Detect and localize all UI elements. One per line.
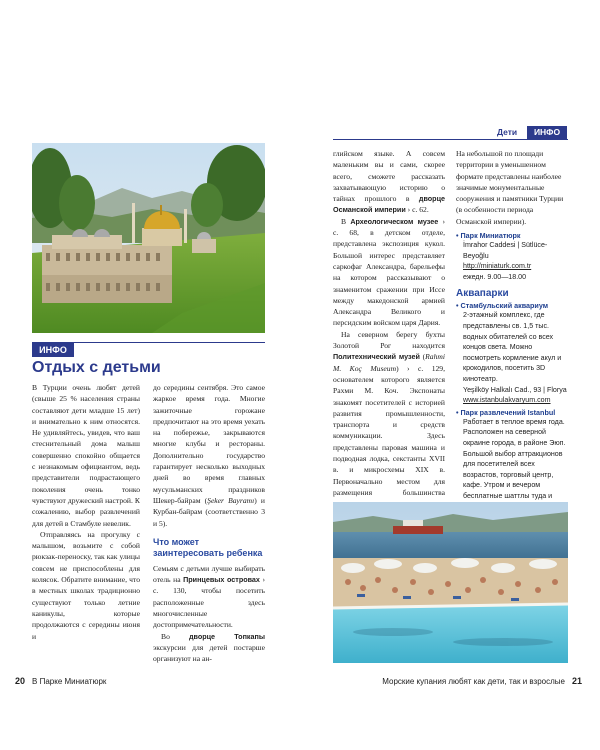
aquaparks-heading: Аквапарки xyxy=(456,288,509,300)
right-col1-para3: На северном берегу бухты Золотой Рог находится Политехнический музей (Rahmi M. Koç Museum) › с. 129, основателем которого является Рахми М. Коч. Экспонаты знакомят посетителей с историей развития промышленности, транспорта и средств коммуникации. Здесь представлены паровая машина и подводная лодка, секстанты XVII в. и микросхемы XIX в. Первоначально местом для размещения большинства xyxy=(333,329,445,497)
beach-photo xyxy=(333,502,568,663)
right-col1-para2: В Археологическом музее › с. 68, в детском отделе, представлена экспозиция кукол. Большой интерес представляет саркофаг Александра, барельефы на котором рассказывают о знаменитом сражении при Иссе между македонской армией Александра Великого и персидским войском царя Дария. xyxy=(333,216,445,328)
left-footer xyxy=(15,671,275,689)
aquarium-title: • Стамбульский аквариум xyxy=(456,301,549,311)
istanbul-park-desc: Работает в теплое время года. Расположен на северной окраине города, в районе Эюп. Большой выбор аттракционов для посетителей всех возрастов, торговый центр, кафе. Утром и вечером бесплатные шаттлы туда и xyxy=(463,417,566,500)
aquarium-url[interactable]: www.istanbulakvaryum.com xyxy=(463,396,551,405)
left-page-number: 20 xyxy=(15,676,26,686)
miniaturk-url[interactable]: http://miniaturk.com.tr xyxy=(463,262,532,271)
right-col-2 xyxy=(456,148,568,544)
left-col-1 xyxy=(32,382,140,642)
left-col1-para1: В Турции очень любят детей (свыше 25 % населения страны составляют дети младше 15 лет) и внимательно к ним относятся. Не удивляйтесь, увидев, что ваш стеснительный дома малыш совершенно спокойно общается с незнакомым официантом, ведь представители подрастающего поколения очень тонко чувствуют дружеский настрой. К сожалению, выбор развлечений для детей в Стамбуле невелик. xyxy=(32,383,140,528)
miniaturk-photo xyxy=(32,143,265,333)
miniaturk-hours: ежедн. 9.00—18.00 xyxy=(463,272,527,281)
miniaturk-details xyxy=(456,240,568,282)
miniaturk-address: İmrahor Caddesi | Sütlüce-Beyoğlu xyxy=(463,241,548,260)
right-col1-para1: глийском языке. А совсем маленьким вы и сами, скорее всего, сможете рассказать захватывающую историю о тайнах прошлого в дворце Османской империи › с. 62. xyxy=(333,149,445,215)
istanbul-park-title: • Парк развлечений Istanbul xyxy=(456,407,556,417)
miniaturk-title: • Парк Миниатюрк xyxy=(456,231,521,241)
header-rule xyxy=(333,139,568,140)
aquarium-details xyxy=(456,310,568,405)
left-col2-para2: Семьям с детьми лучше выбирать отель на Принцевых островах › с. 130, чтобы посетить расположенные здесь многочисленные достопримечательности. xyxy=(153,563,265,630)
info-tag: ИНФО xyxy=(32,343,74,357)
kids-subheading: Что может заинтересовать ребенка xyxy=(153,536,263,558)
aquarium-desc: 2-этажный комплекс, где представлены св. 1,5 тыс. водных обитателей со всех концов света. Можно посмотреть кормление акул и крокодилов, посетить 3D кинотеатр. xyxy=(463,311,562,384)
left-col1-para2: Отправляясь на прогулку с малышом, возьмите с собой рюкзак-переноску, так как улицы совсем не приспособлены для колясок. Обратите внимание, что в местных школах традиционно существуют только летние каникулы, которые продолжаются с середины июня и xyxy=(32,529,140,641)
left-col-2 xyxy=(153,382,265,665)
right-footer-caption: Морские купания любят как дети, так и взрослые xyxy=(382,677,565,686)
aquarium-address: Yeşilköy Halkalı Cad., 93 | Florya xyxy=(463,385,567,394)
right-page-number: 21 xyxy=(571,676,582,686)
left-col2-para1: до середины сентября. Это самое жаркое время года. Многие зажиточные горожане предпочитают на это время уехать на побережье, закрываются многие клубы и рестораны. Дополнительно государство гарантирует несколько выходных дней во время главных мусульманских праздников Шекер-байрам (Şeker Bayramı) и Курбан-байрам (соответственно 3 и 5). xyxy=(153,383,265,528)
header-section-label: Дети xyxy=(497,127,518,137)
right-col2-para1: На небольшой по площади территории в уменьшенном формате представлены наиболее значимые монументальные сооружения и памятники Турции (в особенности периода Османской империи). xyxy=(456,149,564,226)
section-title: Отдых с детьми xyxy=(32,359,161,376)
right-footer xyxy=(330,671,582,689)
left-col2-para3: Во дворце Топкапы экскурсии для детей постарше организуют на ан- xyxy=(153,631,265,664)
left-footer-caption: В Парке Миниатюрк xyxy=(32,677,107,686)
header-info-tag: ИНФО xyxy=(527,126,567,139)
